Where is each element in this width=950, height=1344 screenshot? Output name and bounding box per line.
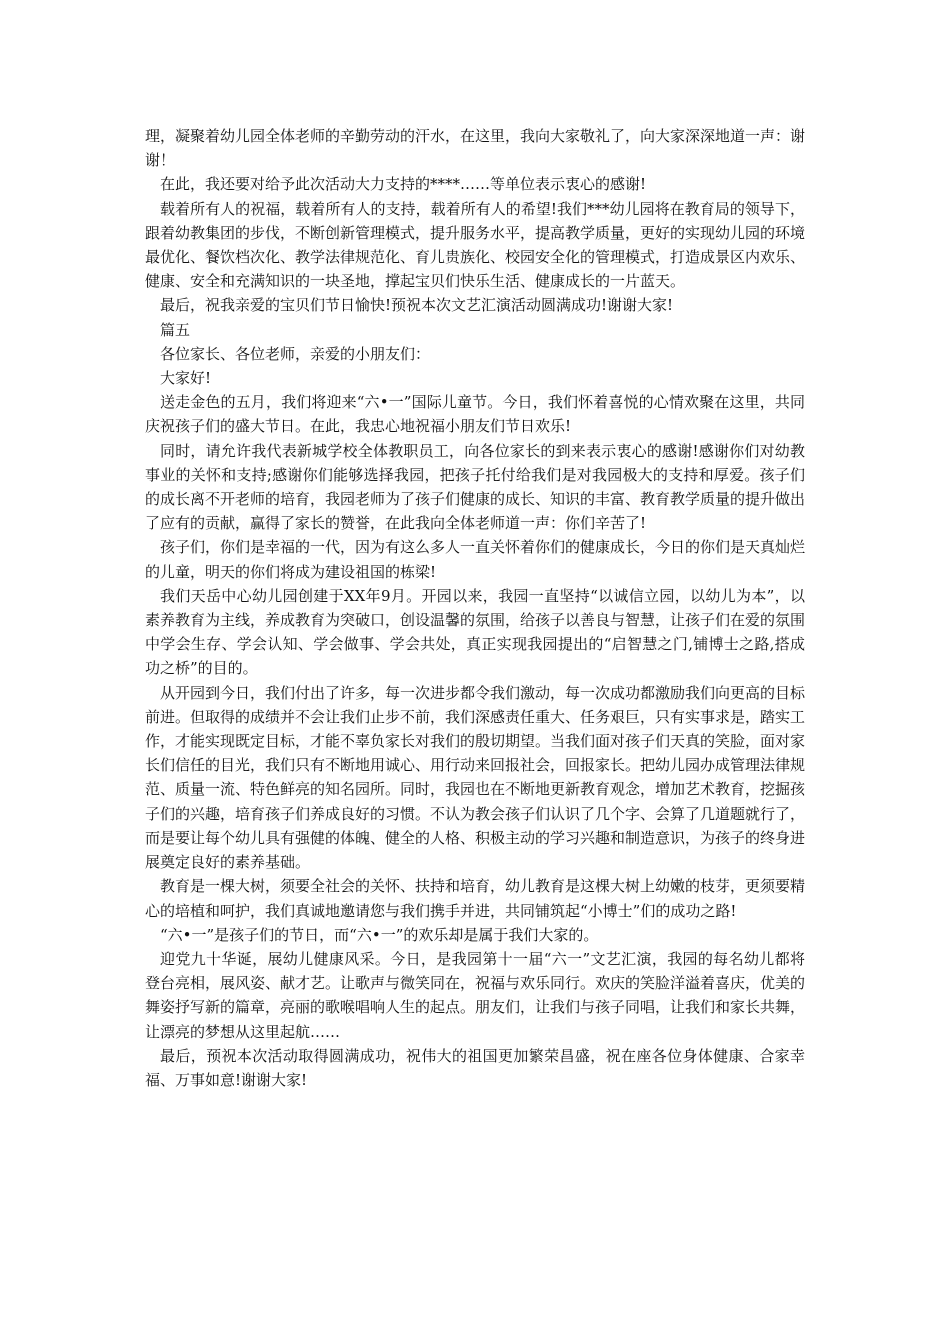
paragraph-continuation: 理，凝聚着幼儿园全体老师的辛勤劳动的汗水，在这里，我向大家敬礼了，向大家深深地道一声：谢谢！ [145, 127, 806, 170]
paragraph-closing-wishes: 最后，祝我亲爱的宝贝们节日愉快!预祝本次文艺汇演活动圆满成功!谢谢大家! [160, 296, 674, 315]
paragraph-festival: “六•一”是孩子们的节日，而“六•一”的欢乐却是属于我们大家的。 [160, 925, 599, 944]
paragraph-thanks-parents: 同时，请允许我代表新城学校全体教职员工，向各位家长的到来表示衷心的感谢!感谢你们对幼教事业的关怀和支持;感谢你们能够选择我园，把孩子托付给我们是对我园极大的支持和厚爱。孩子们的成长离不开老师的培育，我园老师为了孩子们健康的成长、知识的丰富、教育教学质量的提升做出了应有的贡献，赢得了家长的赞誉，在此我向全体老师道一声：你们辛苦了! [145, 441, 806, 533]
paragraph-children: 孩子们，你们是幸福的一代，因为有这么多人一直关怀着你们的健康成长，今日的你们是天真灿烂的儿童，明天的你们将成为建设祖国的栋梁! [145, 538, 806, 581]
paragraph-thanks-sponsors: 在此，我还要对给予此次活动大力支持的****……等单位表示衷心的感谢! [160, 175, 647, 194]
section-heading: 篇五 [160, 320, 191, 339]
paragraph-education-tree: 教育是一棵大树，须要全社会的关怀、扶持和培育，幼儿教育是这棵大树上幼嫩的枝芽，更须要精心的培植和呵护，我们真诚地邀请您与我们携手并进，共同铺筑起“小博士”们的成功之路! [145, 877, 806, 920]
paragraph-greeting: 大家好! [160, 369, 212, 388]
paragraph-vision: 载着所有人的祝福，载着所有人的支持，载着所有人的希望!我们***幼儿园将在教育局的领导下，跟着幼教集团的步伐，不断创新管理模式，提升服务水平，提高教学质量，更好的实现幼儿园的环境最优化、餐饮档次化、教学法律规范化、育儿贵族化、校园安全化的管理模式，打造成景区内欢乐、健康、安全和充满知识的一块圣地，撑起宝贝们快乐生活、健康成长的一片蓝天。 [145, 199, 806, 291]
paragraph-salutation: 各位家长、各位老师，亲爱的小朋友们： [160, 344, 431, 363]
paragraph-childrens-day: 送走金色的五月，我们将迎来“六•一”国际儿童节。今日，我们怀着喜悦的心情欢聚在这里，共同庆祝孩子们的盛大节日。在此，我忠心地祝福小朋友们节日欢乐! [145, 393, 805, 436]
paragraph-performance: 迎党九十华诞，展幼儿健康风采。今日，是我园第十一届“六一”文艺汇演，我园的每名幼儿都将登台亮相，展风姿、献才艺。让歌声与微笑同在，祝福与欢乐同行。欢庆的笑脸洋溢着喜庆，优美的舞姿抒写新的篇章，亮丽的歌喉唱响人生的起点。朋友们，让我们与孩子同唱，让我们和家长共舞，让漂亮的梦想从这里起航…… [145, 949, 806, 1041]
paragraph-kindergarten-history: 我们天岳中心幼儿园创建于XX年9月。开园以来，我园一直坚持“以诚信立园，以幼儿为本”，以素养教育为主线，养成教育为突破口，创设温馨的氛围，给孩子以善良与智慧，让孩子们在爱的氛围中学会生存、学会认知、学会做事、学会共处，真正实现我园提出的“启智慧之门,铺博士之路,搭成功之桥”的目的。 [145, 586, 806, 678]
document-page [145, 124, 805, 1092]
paragraph-final-wishes: 最后，预祝本次活动取得圆满成功，祝伟大的祖国更加繁荣昌盛，祝在座各位身体健康、合家幸福、万事如意!谢谢大家! [145, 1046, 805, 1089]
paragraph-progress: 从开园到今日，我们付出了许多，每一次进步都令我们激动，每一次成功都激励我们向更高的目标前进。但取得的成绩并不会让我们止步不前，我们深感责任重大、任务艰巨，只有实事求是，踏实工作，才能实现既定目标，才能不辜负家长对我们的殷切期望。当我们面对孩子们天真的笑脸，面对家长们信任的目光，我们只有不断地用诚心、用行动来回报社会，回报家长。把幼儿园办成管理法律规范、质量一流、特色鲜亮的知名园所。同时，我园也在不断地更新教育观念，增加艺术教育，挖掘孩子们的兴趣，培育孩子们养成良好的习惯。不认为教会孩子们认识了几个字、会算了几道题就行了，而是要让每个幼儿具有强健的体魄、健全的人格、积极主动的学习兴趣和制造意识，为孩子的终身进展奠定良好的素养基础。 [145, 683, 806, 872]
